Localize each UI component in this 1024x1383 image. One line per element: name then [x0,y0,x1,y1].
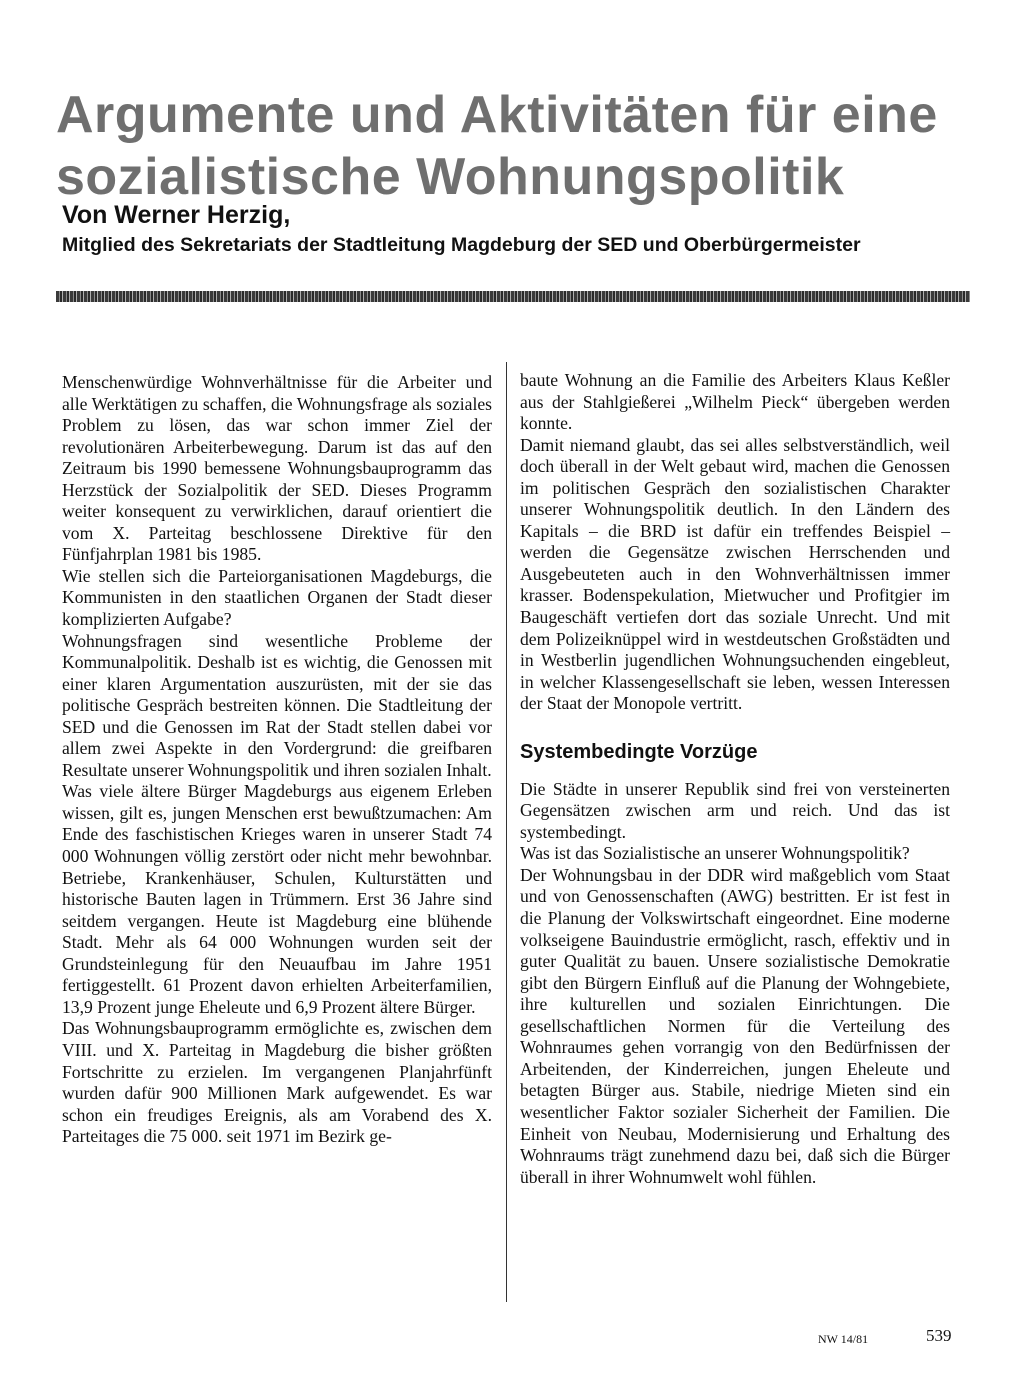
left-column [62,372,492,1148]
paragraph: Menschenwürdige Wohnverhältnisse für die Arbeiter und alle Werktätigen zu schaffen, die Wohnungsfrage als soziales Problem zu lösen, das war schon immer Ziel der revolutionären Arbeiterbewegung. Darum ist das auf den Zeitraum bis 1990 bemessene Wohnungsbauprogramm das Herzstück der Sozialpolitik der SED. Dieses Programm weiter konsequent zu verwirklichen, darauf orientiert die vom X. Parteitag beschlossene Direktive für den Fünfjahrplan 1981 bis 1985. [62,372,492,565]
paragraph: Die Städte in unserer Republik sind frei von versteinerten Gegensätzen zwischen arm und reich. Und das ist systembedingt. [520,778,950,842]
paragraph: Der Wohnungsbau in der DDR wird maßgeblich vom Staat und von Genossenschaften (AWG) bestritten. Er ist fest in die Planung der Volkswirtschaft eingeordnet. Eine moderne volkseigene Bauindustrie ermöglicht, rasch, effektiv und in guter Qualität zu bauen. Unsere sozialistische Demokratie gibt den Bürgern Einfluß auf die Planung der Wohngebiete, ihre kulturellen und sozialen Einrichtungen. Die gesellschaftlichen Normen für die Verteilung des Wohnraumes gehen vorrangig von den Bedürfnissen der Arbeitenden, der Kinderreichen, jungen Eheleute und betagten Bürger aus. Stabile, niedrige Mieten sind ein wesentlicher Faktor sozialer Sicherheit der Familien. Die Einheit von Neubau, Modernisierung und Erhaltung des Wohnraums trägt zunehmend dazu bei, daß sich die Bürger überall in ihrer Wohnumwelt wohl fühlen. [520,864,950,1187]
byline [62,200,1002,258]
title-line-1: Argumente und Aktivitäten für eine [56,86,938,144]
right-column [520,370,950,1188]
author-role: Mitglied des Sekretariats der Stadtleitung Magdeburg der SED und Oberbürgermeister [62,234,861,256]
paragraph: Damit niemand glaubt, das sei alles selbstverständlich, weil doch überall in der Welt gebaut wird, machen die Genossen im politischen Gespräch den sozialistischen Charakter unserer Wohnungspolitik deutlich. In den Ländern des Kapitals – die BRD ist dafür ein treffendes Beispiel – werden die Gegensätze zwischen Herrschenden und Ausgebeuteten auch in den Wohnverhältnissen immer krasser. Bodenspekulation, Mietwucher und Profitgier im Baugeschäft vertiefen dort das soziale Unrecht. Und mit dem Polizeiknüppel wird in westdeutschen Großstädten und in Westberlin jugendlichen Wohnungsuchenden eingebleut, in welcher Klassengesellschaft sie leben, wessen Interessen der Staat der Monopole vertritt. [520,434,950,714]
page-title [56,84,976,208]
paragraph: Was viele ältere Bürger Magdeburgs aus eigenem Erleben wissen, gilt es, jungen Menschen erst bewußtzumachen: Am Ende des faschistischen Krieges waren in unserer Stadt 74 000 Wohnungen völlig zerstört oder nicht mehr bewohnbar. Betriebe, Krankenhäuser, Schulen, Kulturstätten und historische Bauten lagen in Trümmern. Erst 36 Jahre sind seitdem vergangen. Heute ist Magdeburg eine blühende Stadt. Mehr als 64 000 Wohnungen wurden seit der Grundsteinlegung für den Neuaufbau im Jahre 1951 fertiggestellt. 61 Prozent davon erhielten Arbeiterfamilien, 13,9 Prozent junge Eheleute und 6,9 Prozent ältere Bürger. [62,781,492,1017]
paragraph: Wohnungsfragen sind wesentliche Probleme der Kommunalpolitik. Deshalb ist es wichtig, die Genossen mit einer klaren Argumentation auszurüsten, mit der sie das politische Gespräch bestreiten können. Die Stadtleitung der SED und die Genossen im Rat der Stadt stellen dabei vor allem zwei Aspekte in den Vordergrund: die greifbaren Resultate unserer Wohnungspolitik und ihren sozialen Inhalt. [62,630,492,780]
paragraph: Das Wohnungsbauprogramm ermöglichte es, zwischen dem VIII. und X. Parteitag in Magdeburg die bisher größten Fortschritte zu erzielen. Im vergangenen Planjahrfünft wurden dafür 900 Millionen Mark aufgewendet. Es war schon ein freudiges Ereignis, als am Vorabend des X. Parteitages die 75 000. seit 1971 im Bezirk ge- [62,1018,492,1147]
section-heading: Systembedingte Vorzüge [520,740,758,763]
page-number: 539 [926,1326,952,1345]
title-line-2: sozialistische Wohnungspolitik [56,148,845,206]
author-name: Von Werner Herzig, [62,201,291,229]
paragraph: Was ist das Sozialistische an unserer Wohnungspolitik? [520,843,910,864]
decorative-rule [56,291,970,302]
column-divider [506,362,507,1302]
paragraph: Wie stellen sich die Parteiorganisationen Magdeburgs, die Kommunisten in den staatlichen Organen der Stadt dieser komplizierten Aufgabe? [62,565,492,630]
paragraph: baute Wohnung an die Familie des Arbeiters Klaus Keßler aus der Stahlgießerei „Wilhelm Pieck“ übergeben werden konnte. [520,370,950,434]
journal-issue: NW 14/81 [818,1332,869,1346]
